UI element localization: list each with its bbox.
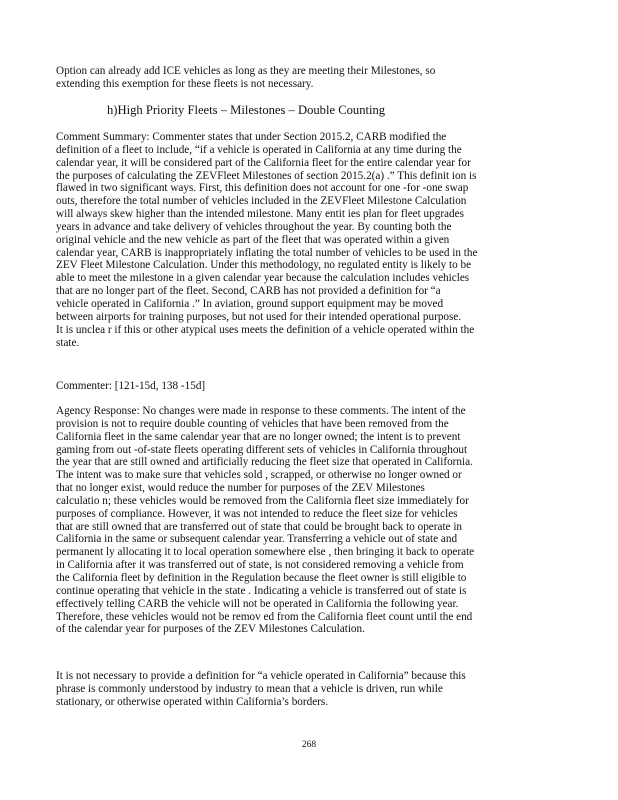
agency-response-line: The intent was to make sure that vehicles sold , scrapped, or otherwise no longer owned or [56,469,462,482]
comment-summary-line: flawed in two significant ways. First, this definition does not account for one -for -one swap [56,182,469,195]
agency-response-line: that are still owned that are transferred out of state that could be brought back to operate in [56,520,463,533]
comment-summary-line: the purposes of calculating the ZEVFleet Milestones of section 2015.2(a) .” This definit ion is [56,169,477,182]
agency-response-line: the year that are still owned and artificially reducing the fleet size that operated in California. [56,456,473,469]
commenter-line [56,380,559,393]
intro-paragraph [56,65,559,91]
agency-response-line: in California after it was transferred out of state, is not considered removing a vehicle from [56,559,464,572]
comment-summary-line: calendar year, CARB is inappropriately inflating the total number of vehicles to be used in the [56,246,478,259]
comment-summary-line: able to meet the milestone in a given calendar year because the calculation includes vehicles [56,272,470,285]
agency-response-line: permanent ly allocating it to local operation somewhere else , then bringing it back to operate [56,546,475,559]
comment-summary-line: outs, therefore the total number of vehicles included in the ZEVFleet Milestone Calculation [56,195,467,208]
agency-response-line: gaming from out -of-state fleets operating different sets of vehicles in California throughout [56,443,468,456]
commenter-text: Commenter: [121-15d, 138 -15d] [56,380,206,392]
agency-response-line: California fleet in the same calendar year that are no longer owned; the intent is to prevent [56,430,461,443]
agency-response-line: effectively telling CARB the vehicle will not be operated in California the following year. [56,597,459,610]
agency-response-line: California in the same or subsequent calendar year. Transferring a vehicle out of state and [56,533,458,546]
agency-response-line: Therefore, these vehicles would not be remov ed from the California fleet count until the end [56,610,473,623]
agency-response-line: the California fleet by definition in the Regulation because the fleet owner is still eligible to [56,571,467,584]
comment-summary-paragraph [56,131,559,349]
comment-summary-line: definition of a fleet to include, “if a vehicle is operated in California at any time during the [56,143,462,156]
agency-response-line: Agency Response: No changes were made in response to these comments. The intent of the [56,405,466,417]
comment-summary-line: years in advance and take delivery of vehicles throughout the year. By counting both the [56,220,452,233]
comment-summary-line: ZEV Fleet Milestone Calculation. Under this methodology, no regulated entity is likely to be [56,259,472,272]
comment-summary-line: calendar year, it will be considered part of the California fleet for the entire calendar year for [56,156,471,169]
comment-summary-line: between airports for training purposes, but not used for their intended operational purpose. [56,310,462,323]
intro-line: Option can already add ICE vehicles as long as they are meeting their Milestones, so [56,65,436,77]
closing-line: stationary, or otherwise operated within California’s borders. [56,695,329,708]
agency-response-paragraph [56,405,559,636]
page-number: 268 [301,740,317,750]
agency-response-line: that no longer exist, would reduce the number for purposes of the ZEV Milestones [56,482,425,495]
agency-response-line: provision is not to require double counting of vehicles that have been removed from the [56,417,449,430]
closing-paragraph [56,670,559,709]
comment-summary-line: vehicle operated in California .” In aviation, ground support equipment may be moved [56,297,444,310]
comment-summary-line: Comment Summary: Commenter states that under Section 2015.2, CARB modified the [56,131,447,143]
agency-response-line: of the calendar year for purposes of the ZEV Milestones Calculation. [56,623,365,636]
comment-summary-line: will always skew higher than the intended milestone. Many entit ies plan for fleet upgrades [56,208,464,221]
closing-line: It is not necessary to provide a definition for “a vehicle operated in California” because this [56,670,466,682]
comment-summary-line: state. [56,336,80,349]
closing-line: phrase is commonly understood by industry to mean that a vehicle is driven, run while [56,682,443,695]
intro-line: extending this exemption for these fleets is not necessary. [56,77,314,90]
comment-summary-line: It is unclea r if this or other atypical uses meets the definition of a vehicle operated within the [56,323,475,336]
agency-response-line: calculatio n; these vehicles would be removed from the California fleet size immediately for [56,494,469,507]
section-heading: h)High Priority Fleets – Milestones – Double Counting [107,103,386,117]
agency-response-line: purposes of compliance. However, it was not intended to reduce the fleet size for vehicles [56,507,458,520]
agency-response-line: continue operating that vehicle in the state . Indicating a vehicle is transferred out of state is [56,584,467,597]
comment-summary-line: original vehicle and the new vehicle as part of the fleet that was operated within a given [56,233,450,246]
comment-summary-line: that are no longer part of the fleet. Second, CARB has not provided a definition for “a [56,285,441,298]
